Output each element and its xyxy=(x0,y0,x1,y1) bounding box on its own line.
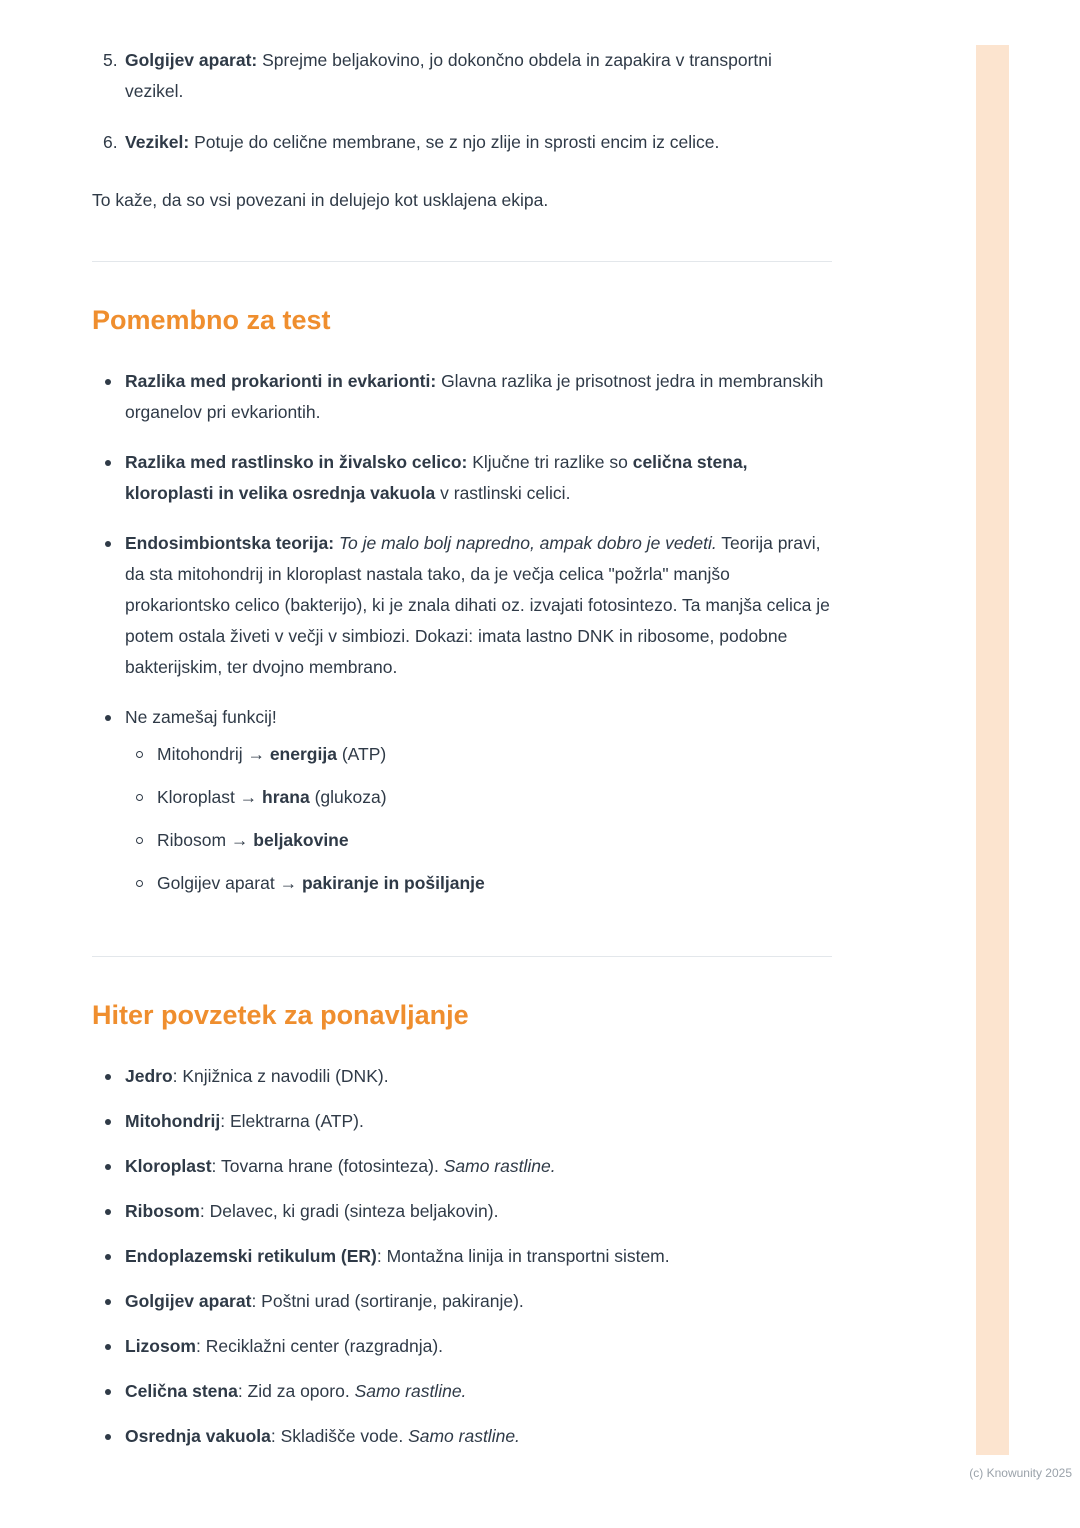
open-circle-bullet-icon xyxy=(136,751,143,758)
list-item xyxy=(92,1196,832,1227)
list-item-text: Vezikel: Potuje do celične membrane, se z njo zlije in sprosti encim iz celice. xyxy=(125,132,720,152)
list-item-text xyxy=(125,702,832,911)
list-item-text: Lizosom: Reciklažni center (razgradnja). xyxy=(125,1336,444,1356)
section-divider xyxy=(92,261,832,262)
organelle-numbered-list xyxy=(92,45,832,158)
bullet-marker xyxy=(92,1286,125,1317)
list-item-text: Kloroplast: Tovarna hrane (fotosinteza). Samo rastline. xyxy=(125,1156,556,1176)
bullet-dot-icon xyxy=(105,460,111,466)
bullet-marker xyxy=(92,528,125,683)
sub-list-item xyxy=(125,825,832,856)
bullet-marker xyxy=(92,1151,125,1182)
list-item xyxy=(92,1376,832,1407)
list-item xyxy=(92,528,832,683)
decorative-side-stripe xyxy=(976,45,1009,1455)
sub-bullet-marker xyxy=(125,825,157,856)
list-item xyxy=(92,1106,832,1137)
bullet-dot-icon xyxy=(105,541,111,547)
function-sub-list xyxy=(125,739,832,899)
page-content xyxy=(92,45,832,1466)
list-item xyxy=(92,447,832,509)
bullet-marker xyxy=(92,1241,125,1272)
bullet-dot-icon xyxy=(105,1434,111,1440)
sub-list-item-text: Mitohondrij → energija (ATP) xyxy=(157,744,387,764)
bullet-dot-icon xyxy=(105,1344,111,1350)
bullet-dot-icon xyxy=(105,1209,111,1215)
list-item-text: Mitohondrij: Elektrarna (ATP). xyxy=(125,1111,364,1131)
list-item xyxy=(92,1286,832,1317)
numbered-item xyxy=(92,45,832,107)
sub-bullet-marker xyxy=(125,868,157,899)
closing-paragraph: To kaže, da so vsi povezani in delujejo kot usklajena ekipa. xyxy=(92,190,549,210)
list-item-text: Celična stena: Zid za oporo. Samo rastline. xyxy=(125,1381,467,1401)
section-title-hiter-povzetek: Hiter povzetek za ponavljanje xyxy=(92,1000,469,1030)
list-item-text: Osrednja vakuola: Skladišče vode. Samo rastline. xyxy=(125,1426,520,1446)
bullet-dot-icon xyxy=(105,1119,111,1125)
open-circle-bullet-icon xyxy=(136,837,143,844)
list-item xyxy=(92,1151,832,1182)
sub-list-item-text: Kloroplast → hrana (glukoza) xyxy=(157,787,387,807)
bullet-dot-icon xyxy=(105,1299,111,1305)
list-item-text: Golgijev aparat: Sprejme beljakovino, jo dokončno obdela in zapakira v transportni vezikel. xyxy=(125,50,772,101)
open-circle-bullet-icon xyxy=(136,794,143,801)
list-item xyxy=(92,1061,832,1092)
list-number: 5. xyxy=(103,50,118,70)
bullet-marker xyxy=(92,1331,125,1362)
bullet-marker xyxy=(92,1376,125,1407)
bullet-marker xyxy=(92,1196,125,1227)
sub-list-item xyxy=(125,739,832,770)
sub-list-item-text: Ribosom → beljakovine xyxy=(157,830,349,850)
bullet-dot-icon xyxy=(105,715,111,721)
list-item-text: Endoplazemski retikulum (ER): Montažna linija in transportni sistem. xyxy=(125,1246,670,1266)
bullet-dot-icon xyxy=(105,1164,111,1170)
copyright-notice: (c) Knowunity 2025 xyxy=(969,1466,1072,1480)
sub-list-item xyxy=(125,782,832,813)
bullet-marker xyxy=(92,1106,125,1137)
list-item-text: Golgijev aparat: Poštni urad (sortiranje, pakiranje). xyxy=(125,1291,524,1311)
sub-bullet-marker xyxy=(125,739,157,770)
bullet-dot-icon xyxy=(105,1074,111,1080)
bullet-marker xyxy=(92,366,125,428)
numbered-item xyxy=(92,127,832,158)
summary-bullet-list xyxy=(92,1061,832,1452)
open-circle-bullet-icon xyxy=(136,880,143,887)
bullet-marker xyxy=(92,1421,125,1452)
bullet-marker xyxy=(92,447,125,509)
list-item xyxy=(92,702,832,911)
test-bullet-list xyxy=(92,366,832,911)
bullet-dot-icon xyxy=(105,1389,111,1395)
list-item xyxy=(92,1421,832,1452)
list-item xyxy=(92,1241,832,1272)
list-number: 6. xyxy=(103,132,118,152)
sub-bullet-marker xyxy=(125,782,157,813)
section-divider xyxy=(92,956,832,957)
sub-list-item xyxy=(125,868,832,899)
list-item xyxy=(92,366,832,428)
bullet-marker xyxy=(92,702,125,911)
bullet-dot-icon xyxy=(105,1254,111,1260)
list-item-text: Razlika med rastlinsko in živalsko celico: Ključne tri razlike so celična stena, kloroplasti in velika osrednja vakuola v rastlinski celici. xyxy=(125,452,748,503)
bullet-dot-icon xyxy=(105,379,111,385)
section-title-pomembno-za-test: Pomembno za test xyxy=(92,305,331,335)
list-item-text: Razlika med prokarionti in evkarionti: Glavna razlika je prisotnost jedra in membranskih organelov pri evkariontih. xyxy=(125,371,824,422)
bullet-marker xyxy=(92,1061,125,1092)
list-item-lead: Ne zamešaj funkcij! xyxy=(125,707,277,727)
list-item xyxy=(92,1331,832,1362)
list-item-text: Jedro: Knjižnica z navodili (DNK). xyxy=(125,1066,389,1086)
list-item-text: Endosimbiontska teorija: To je malo bolj napredno, ampak dobro je vedeti. Teorija pravi, da sta mitohondrij in kloroplast nastala tako, da je večja celica "požrla" manjšo prokariontsko celico (bakterijo), ki je znala dihati oz. izvajati fotosintezo. Ta manjša celica je potem ostala živeti v večji v simbiozi. Dokazi: imata lastno DNK in ribosome, podobne bakterijskim, ter dvojno membrano. xyxy=(125,533,830,677)
list-item-text: Ribosom: Delavec, ki gradi (sinteza beljakovin). xyxy=(125,1201,499,1221)
sub-list-item-text: Golgijev aparat → pakiranje in pošiljanje xyxy=(157,873,485,893)
